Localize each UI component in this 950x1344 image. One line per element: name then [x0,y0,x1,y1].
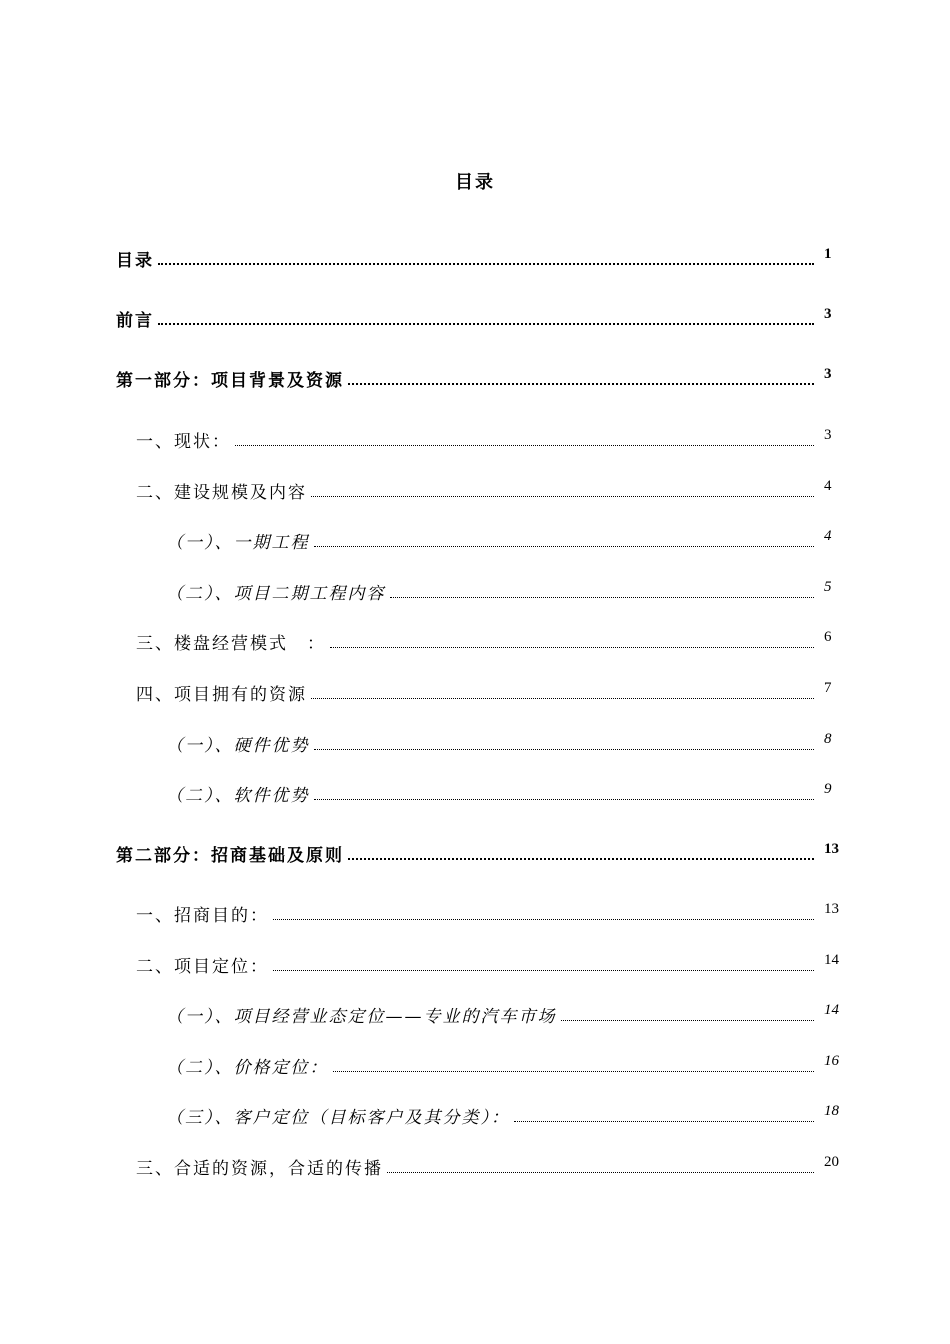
toc-page-number: 3 [824,306,832,322]
toc-entry[interactable] [166,1053,839,1078]
toc-entry-title: 二、建设规模及内容 [136,483,307,503]
toc-leader-dots [314,799,815,800]
toc-page-number: 4 [824,478,832,494]
toc-entry-title: 二、项目定位： [136,957,269,977]
toc-entry-title: 一、招商目的： [136,906,269,926]
toc-leader-dots [348,858,814,860]
toc-entry-title: （一）、一期工程 [166,533,310,553]
toc-entry[interactable] [136,478,832,503]
toc-entry[interactable] [136,1154,839,1179]
toc-page-number: 9 [824,781,832,797]
toc-page-number: 7 [824,680,832,696]
toc-page-number: 14 [824,952,839,968]
toc-page-number: 18 [824,1103,839,1119]
toc-page-number: 1 [824,246,832,262]
toc-entry-title: （三）、客户定位（目标客户及其分类）： [166,1108,510,1128]
toc-entry-title: （二）、价格定位： [166,1058,329,1078]
toc-leader-dots [387,1172,814,1173]
toc-page-number: 14 [824,1002,839,1018]
toc-entry-title: 三、楼盘经营模式 ： [136,634,326,654]
document-title: 目录 [455,172,495,193]
toc-page-number: 4 [824,528,832,544]
toc-entry[interactable] [116,246,832,271]
toc-page-number: 6 [824,629,832,645]
toc-leader-dots [314,749,815,750]
toc-entry-title: 第一部分：项目背景及资源 [116,371,344,391]
toc-page-number: 20 [824,1154,839,1170]
toc-page-number: 16 [824,1053,839,1069]
toc-leader-dots [333,1071,815,1072]
toc-entry[interactable] [136,427,832,452]
toc-page-number: 3 [824,427,832,443]
toc-entry-title: 一、现状： [136,432,231,452]
toc-leader-dots [348,383,814,385]
toc-entry[interactable] [136,629,832,654]
toc-entry[interactable] [136,901,839,926]
toc-entry[interactable] [166,1103,839,1128]
toc-leader-dots [273,970,814,971]
toc-entry-title: 第二部分：招商基础及原则 [116,846,344,866]
toc-entry-title: 目录 [116,251,154,271]
toc-entry[interactable] [166,528,832,553]
toc-entry[interactable] [166,781,832,806]
toc-leader-dots [561,1020,815,1021]
toc-entry[interactable] [166,579,832,604]
toc-page-number: 13 [824,901,839,917]
toc-entry[interactable] [166,1002,839,1027]
toc-page-number: 3 [824,366,832,382]
toc-entry[interactable] [166,731,832,756]
toc-leader-dots [330,647,814,648]
toc-entry-title: 三、合适的资源，合适的传播 [136,1159,383,1179]
toc-leader-dots [158,323,814,325]
toc-leader-dots [390,597,815,598]
toc-entry-title: （二）、项目二期工程内容 [166,584,386,604]
toc-leader-dots [235,445,814,446]
toc-entry-title: （一）、硬件优势 [166,736,310,756]
toc-leader-dots [273,919,814,920]
toc-entry[interactable] [136,680,832,705]
toc-leader-dots [311,698,814,699]
toc-entry-title: 前言 [116,311,154,331]
toc-leader-dots [311,496,814,497]
toc-entry[interactable] [116,366,832,391]
toc-page-number: 8 [824,731,832,747]
toc-leader-dots [314,546,815,547]
toc-entry[interactable] [136,952,839,977]
toc-entry[interactable] [116,841,839,866]
toc-leader-dots [158,263,814,265]
toc-entry-title: 四、项目拥有的资源 [136,685,307,705]
toc-leader-dots [514,1121,814,1122]
toc-page-number: 13 [824,841,839,857]
toc-entry-title: （一）、项目经营业态定位——专业的汽车市场 [166,1007,557,1027]
toc-entry[interactable] [116,306,832,331]
toc-page-number: 5 [824,579,832,595]
toc-entry-title: （二）、软件优势 [166,786,310,806]
